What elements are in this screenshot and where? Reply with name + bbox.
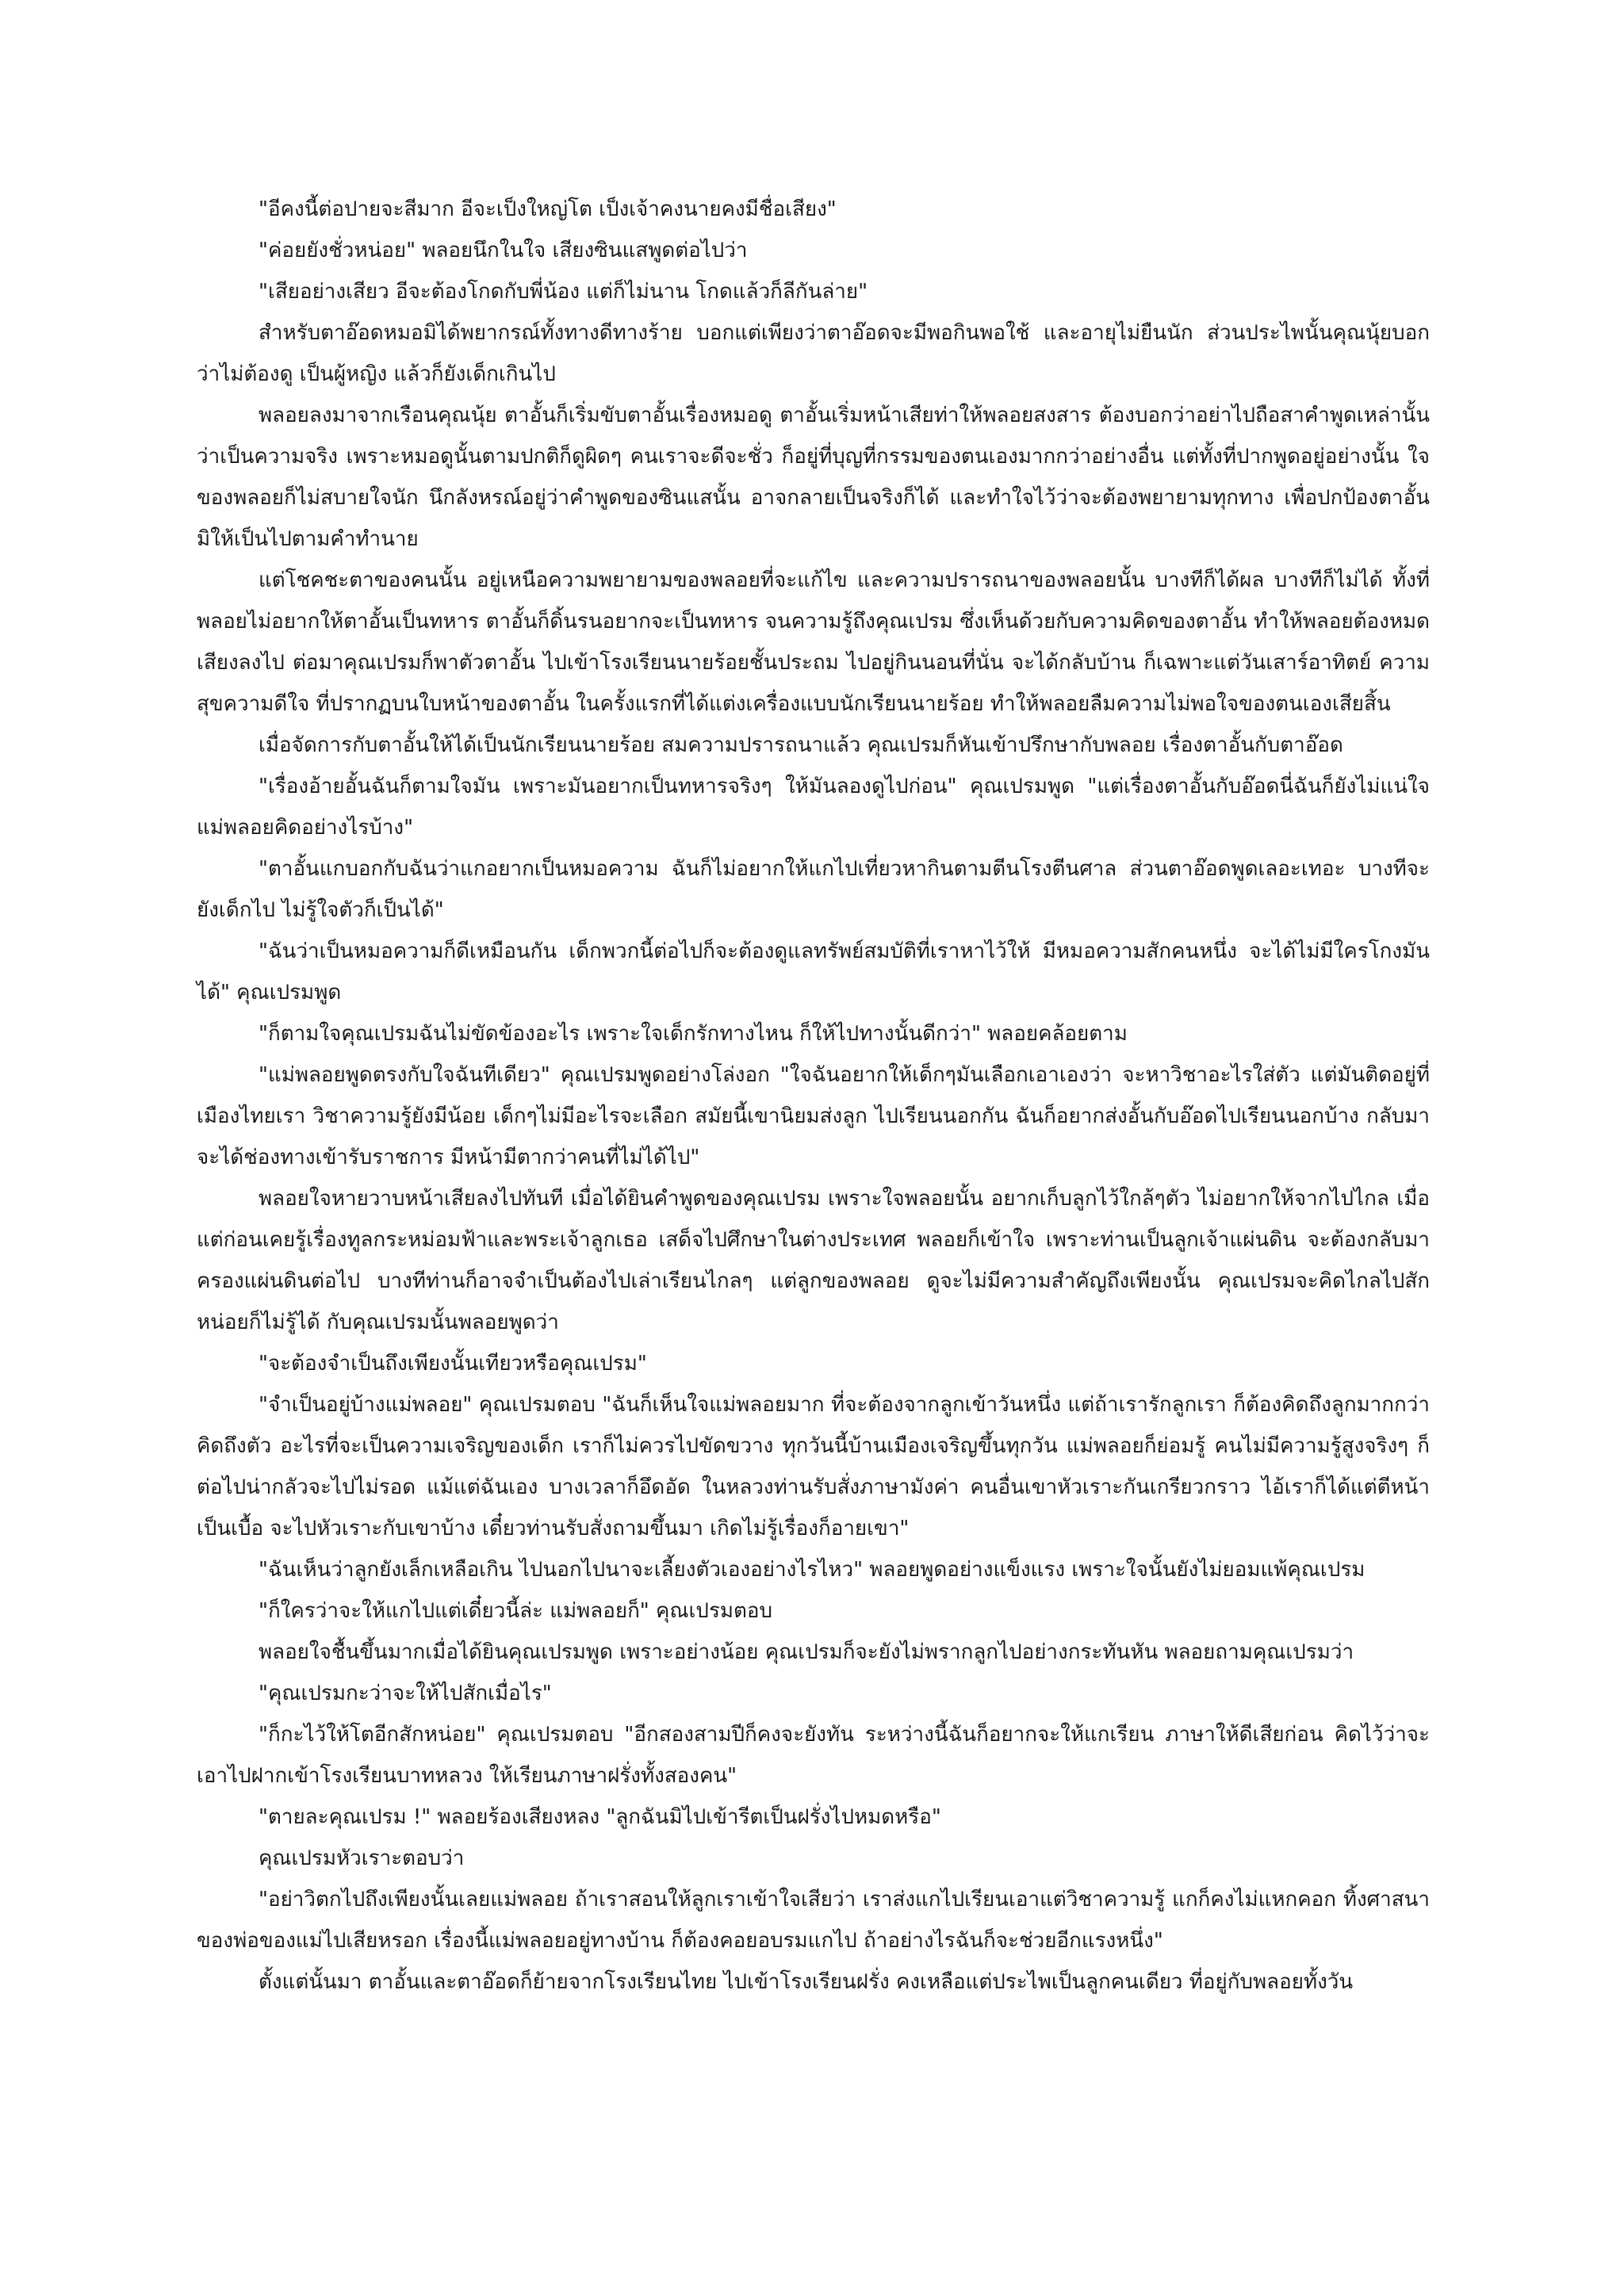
paragraph: "ฉันว่าเป็นหมอความก็ดีเหมือนกัน เด็กพวกนี้ต่อไปก็จะต้องดูแลทรัพย์สมบัติที่เราหาไว้ให้ มีหมอความสักคนหนึ่ง จะได้ไม่มีใครโกงมันได้" คุณเปรมพูด — [197, 939, 1430, 1004]
document-body — [197, 189, 1430, 2003]
paragraph: "ตาอั้นแกบอกกับฉันว่าแกอยากเป็นหมอความ ฉันก็ไม่อยากให้แกไปเที่ยวหากินตามตีนโรงตีนศาล ส่วนตาอ๊อดพูดเลอะเทอะ บางทีจะยังเด็กไป ไม่รู้ใจตัวก็เป็นได้" — [197, 857, 1430, 922]
paragraph: "จะต้องจำเป็นถึงเพียงนั้นเทียวหรือคุณเปรม" — [259, 1352, 647, 1376]
paragraph: สำหรับตาอ๊อดหมอมิได้พยากรณ์ทั้งทางดีทางร้าย บอกแต่เพียงว่าตาอ๊อดจะมีพอกินพอใช้ และอายุไม่ยืนนัก ส่วนประไพนั้นคุณนุ้ยบอกว่าไม่ต้องดู เป็นผู้หญิง แล้วก็ยังเด็กเกินไป — [197, 321, 1430, 386]
paragraph: คุณเปรมหัวเราะตอบว่า — [259, 1846, 465, 1870]
paragraph: "ค่อยยังชั่วหน่อย" พลอยนึกในใจ เสียงซินแสพูดต่อไปว่า — [259, 239, 748, 262]
paragraph: "คุณเปรมกะว่าจะให้ไปสักเมื่อไร" — [259, 1682, 552, 1705]
paragraph: "ก็ใครว่าจะให้แกไปแต่เดี๋ยวนี้ล่ะ แม่พลอยก็" คุณเปรมตอบ — [259, 1599, 773, 1623]
paragraph: ตั้งแต่นั้นมา ตาอั้นและตาอ๊อดก็ย้ายจากโรงเรียนไทย ไปเข้าโรงเรียนฝรั่ง คงเหลือแต่ประไพเป็นลูกคนเดียว ที่อยู่กับพลอยทั้งวัน — [259, 1970, 1354, 1994]
paragraph: "อย่าวิตกไปถึงเพียงนั้นเลยแม่พลอย ถ้าเราสอนให้ลูกเราเข้าใจเสียว่า เราส่งแกไปเรียนเอาแต่วิชาความรู้ แกก็คงไม่แหกคอก ทิ้งศาสนาของพ่อของแม่ไปเสียหรอก เรื่องนี้แม่พลอยอยู่ทางบ้าน ก็ต้องคอยอบรมแกไป ถ้าอย่างไรฉันก็จะช่วยอีกแรงหนึ่ง" — [197, 1888, 1430, 1953]
paragraph: แต่โชคชะตาของคนนั้น อยู่เหนือความพยายามของพลอยที่จะแก้ไข และความปรารถนาของพลอยนั้น บางทีก็ได้ผล บางทีก็ไม่ได้ ทั้งที่พลอยไม่อยากให้ตาอั้นเป็นทหาร ตาอั้นก็ดิ้นรนอยากจะเป็นทหาร จนความรู้ถึงคุณเปรม ซึ่งเห็นด้วยกับความคิดของตาอั้น ทำให้พลอยต้องหมดเสียงลงไป ต่อมาคุณเปรมก็พาตัวตาอั้น ไปเข้าโรงเรียนนายร้อยชั้นประถม ไปอยู่กินนอนที่นั่น จะได้กลับบ้าน ก็เฉพาะแต่วันเสาร์อาทิตย์ ความสุขความดีใจ ที่ปรากฏบนใบหน้าของตาอั้น ในครั้งแรกที่ได้แต่งเครื่องแบบนักเรียนนายร้อย ทำให้พลอยลืมความไม่พอใจของตนเองเสียสิ้น — [197, 568, 1430, 716]
paragraph: "ก็กะไว้ให้โตอีกสักหน่อย" คุณเปรมตอบ "อีกสองสามปีก็คงจะยังทัน ระหว่างนี้ฉันก็อยากจะให้แกเรียน ภาษาให้ดีเสียก่อน คิดไว้ว่าจะเอาไปฝากเข้าโรงเรียนบาทหลวง ให้เรียนภาษาฝรั่งทั้งสองคน" — [197, 1723, 1430, 1788]
paragraph: "แม่พลอยพูดตรงกับใจฉันทีเดียว" คุณเปรมพูดอย่างโล่งอก "ใจฉันอยากให้เด็กๆมันเลือกเอาเองว่า จะหาวิชาอะไรใส่ตัว แต่มันติดอยู่ที่เมืองไทยเรา วิชาความรู้ยังมีน้อย เด็กๆไม่มีอะไรจะเลือก สมัยนี้เขานิยมส่งลูก ไปเรียนนอกกัน ฉันก็อยากส่งอั้นกับอ๊อดไปเรียนนอกบ้าง กลับมาจะได้ช่องทางเข้ารับราชการ มีหน้ามีตากว่าคนที่ไม่ได้ไป" — [197, 1063, 1430, 1169]
paragraph: เมื่อจัดการกับตาอั้นให้ได้เป็นนักเรียนนายร้อย สมความปรารถนาแล้ว คุณเปรมก็หันเข้าปรึกษากับพลอย เรื่องตาอั้นกับตาอ๊อด — [259, 733, 1343, 757]
paragraph: "ก็ตามใจคุณเปรมฉันไม่ขัดข้องอะไร เพราะใจเด็กรักทางไหน ก็ให้ไปทางนั้นดีกว่า" พลอยคล้อยตาม — [259, 1022, 1128, 1046]
paragraph: พลอยลงมาจากเรือนคุณนุ้ย ตาอั้นก็เริ่มขับตาอั้นเรื่องหมอดู ตาอั้นเริ่มหน้าเสียท่าให้พลอยสงสาร ต้องบอกว่าอย่าไปถือสาคำพูดเหล่านั้นว่าเป็นความจริง เพราะหมอดูนั้นตามปกติก็ดูผิดๆ คนเราจะดีจะชั่ว ก็อยู่ที่บุญที่กรรมของตนเองมากกว่าอย่างอื่น แต่ทั้งที่ปากพูดอยู่อย่างนั้น ใจของพลอยก็ไม่สบายใจนัก นึกลังหรณ์อยู่ว่าคำพูดของซินแสนั้น อาจกลายเป็นจริงก็ได้ และทำใจไว้ว่าจะต้องพยายามทุกทาง เพื่อปกป้องตาอั้น มิให้เป็นไปตามคำทำนาย — [197, 404, 1430, 551]
paragraph: "เรื่องอ้ายอั้นฉันก็ตามใจมัน เพราะมันอยากเป็นทหารจริงๆ ให้มันลองดูไปก่อน" คุณเปรมพูด "แต่เรื่องตาอั้นกับอ๊อดนี่ฉันก็ยังไม่แน่ใจ แม่พลอยคิดอย่างไรบ้าง" — [197, 775, 1430, 840]
paragraph: "จำเป็นอยู่บ้างแม่พลอย" คุณเปรมตอบ "ฉันก็เห็นใจแม่พลอยมาก ที่จะต้องจากลูกเข้าวันหนึ่ง แต่ถ้าเรารักลูกเรา ก็ต้องคิดถึงลูกมากกว่าคิดถึงตัว อะไรที่จะเป็นความเจริญของเด็ก เราก็ไม่ควรไปขัดขวาง ทุกวันนี้บ้านเมืองเจริญขึ้นทุกวัน แม่พลอยก็ย่อมรู้ คนไม่มีความรู้สูงจริงๆ ก็ต่อไปน่ากลัวจะไปไม่รอด แม้แต่ฉันเอง บางเวลาก็อึดอัด ในหลวงท่านรับสั่งภาษามังค่า คนอื่นเขาหัวเราะกันเกรียวกราว ไอ้เราก็ได้แต่ตีหน้าเป็นเบื้อ จะไปหัวเราะกับเขาบ้าง เดี๋ยวท่านรับสั่งถามขึ้นมา เกิดไม่รู้เรื่องก็อายเขา" — [197, 1393, 1430, 1540]
paragraph: "อีคงนี้ต่อปายจะสีมาก อีจะเป็งใหญ่โต เป็งเจ้าคงนายคงมีชื่อเสียง" — [259, 197, 837, 221]
paragraph: "ฉันเห็นว่าลูกยังเล็กเหลือเกิน ไปนอกไปนาจะเลี้ยงตัวเองอย่างไรไหว" พลอยพูดอย่างแข็งแรง เพราะใจนั้นยังไม่ยอมแพ้คุณเปรม — [259, 1558, 1365, 1582]
paragraph: พลอยใจชื้นขึ้นมากเมื่อได้ยินคุณเปรมพูด เพราะอย่างน้อย คุณเปรมก็จะยังไม่พรากลูกไปอย่างกระทันหัน พลอยถามคุณเปรมว่า — [259, 1640, 1354, 1664]
paragraph: "ตายละคุณเปรม !" พลอยร้องเสียงหลง "ลูกฉันมิไปเข้ารีตเป็นฝรั่งไปหมดหรือ" — [259, 1805, 941, 1829]
paragraph: พลอยใจหายวาบหน้าเสียลงไปทันที เมื่อได้ยินคำพูดของคุณเปรม เพราะใจพลอยนั้น อยากเก็บลูกไว้ใกล้ๆตัว ไม่อยากให้จากไปไกล เมื่อแต่ก่อนเคยรู้เรื่องทูลกระหม่อมฟ้าและพระเจ้าลูกเธอ เสด็จไปศึกษาในต่างประเทศ พลอยก็เข้าใจ เพราะท่านเป็นลูกเจ้าแผ่นดิน จะต้องกลับมาครองแผ่นดินต่อไป บางทีท่านก็อาจจำเป็นต้องไปเล่าเรียนไกลๆ แต่ลูกของพลอย ดูจะไม่มีความสำคัญถึงเพียงนั้น คุณเปรมจะคิดไกลไปสักหน่อยก็ไม่รู้ได้ กับคุณเปรมนั้นพลอยพูดว่า — [197, 1187, 1430, 1334]
paragraph: "เสียอย่างเสียว อีจะต้องโกดกับพี่น้อง แต่ก็ไม่นาน โกดแล้วก็ลีกันล่าย" — [259, 280, 868, 304]
